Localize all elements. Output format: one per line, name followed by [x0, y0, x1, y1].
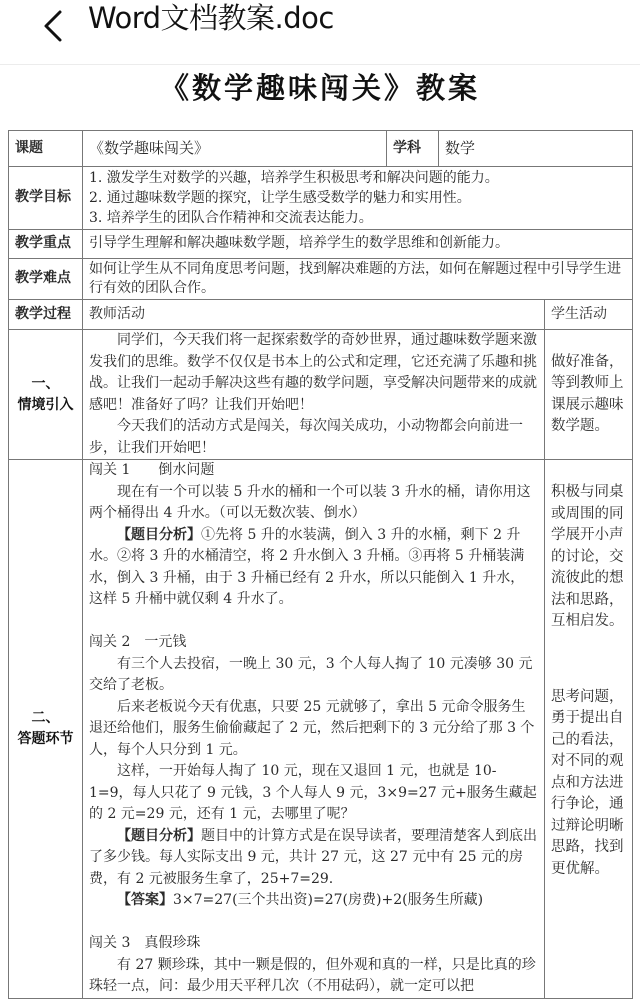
stage-1-teacher: [83, 330, 545, 460]
stage-2-label: [9, 460, 83, 999]
row-process-header: [9, 300, 633, 330]
analysis-tag: 【题目分析】: [117, 526, 201, 543]
goal-item: 2. 通过趣味数学题的探究，让学生感受数学的魅力和实用性。: [89, 190, 471, 206]
row-topic: [9, 131, 633, 167]
spacer: [89, 912, 538, 934]
row-focus: [9, 230, 633, 259]
level-2-analysis: [89, 826, 538, 891]
goal-item: 1. 激发学生对数学的兴趣，培养学生积极思考和解决问题的能力。: [89, 170, 499, 186]
goals-label: 教学目标: [9, 167, 83, 230]
level-3-heading: 闯关 3 真假珍珠: [89, 935, 201, 951]
goals-list: [83, 167, 633, 230]
process-label: 教学过程: [9, 300, 83, 330]
student-activity-header: 学生活动: [545, 300, 633, 330]
lesson-plan-table: [8, 130, 633, 999]
chevron-left-icon: [40, 8, 66, 48]
stage-2-student: [545, 460, 633, 999]
stage-2-name: 答题环节: [17, 730, 74, 747]
teacher-paragraph: 今天我们的活动方式是闯关，每次闯关成功，小动物都会向前进一步，让我们开始吧！: [89, 418, 523, 456]
spacer: [89, 611, 538, 633]
goal-item: 3. 培养学生的团队合作精神和交流表达能力。: [89, 210, 373, 226]
level-2-paragraph: 有三个人去投宿，一晚上 30 元，3 个人每人掏了 10 元凑够 30 元交给了老板。: [89, 655, 533, 693]
difficulty-label: 教学难点: [9, 259, 83, 300]
row-difficulty: [9, 259, 633, 300]
level-1-heading: 闯关 1 倒水问题: [89, 462, 215, 478]
row-stage-1: [9, 330, 633, 460]
analysis-text: 题目中的计算方式是在误导读者，要理清楚客人到底出了多少钱。每人实际支出 9 元，共计 27 元，这 27 元中有 25 元的房费，有 2 元被服务生拿了，25+7=29.: [89, 827, 537, 887]
difficulty-value: 如何让学生从不同角度思考问题，找到解决难题的方法，如何在解题过程中引导学生进行有效的团队合作。: [83, 259, 633, 300]
level-1-analysis: [89, 525, 538, 611]
app-bar: [0, 0, 640, 65]
stage-1-name: 情境引入: [17, 396, 74, 413]
subject-value: 数学: [439, 131, 633, 167]
focus-label: 教学重点: [9, 230, 83, 259]
topic-label: 课题: [9, 131, 83, 167]
stage-1-student: 做好准备，等到教师上课展示趣味数学题。: [545, 330, 633, 460]
student-activity-2: 思考问题，勇于提出自己的看法，对不同的观点和方法进行争论，通过辩论明晰思路，找到更优解。: [551, 688, 624, 877]
file-name-title: Word文档教案.doc: [88, 1, 334, 35]
level-2-paragraph: 这样，一开始每人掏了 10 元，现在又退回 1 元，也就是 10-1=9，每人只花了 9 元钱，3 个人每人 9 元，3×9=27 元+服务生藏起的 2 元=29 元，还有 1 元，去哪里了呢？: [89, 763, 537, 822]
analysis-tag: 【题目分析】: [117, 827, 201, 844]
subject-label: 学科: [387, 131, 439, 167]
stage-1-number: 一、: [31, 375, 60, 392]
document-title: 《数学趣味闯关》教案: [159, 71, 480, 105]
teacher-activity-header: 教师活动: [83, 300, 545, 330]
level-1-question: 现在有一个可以装 5 升水的桶和一个可以装 3 升水的桶，请你用这两个桶得出 4 升水。（可以无数次装、倒水）: [89, 483, 531, 521]
teacher-paragraph: 同学们，今天我们将一起探索数学的奇妙世界，通过趣味数学题来激发我们的思维。数学不仅仅是书本上的公式和定理，它还充满了乐趣和挑战。让我们一起动手解决这些有趣的数学问题，享受解决问题带来的成就感吧！准备好了吗？让我们开始吧！: [89, 332, 537, 413]
back-button[interactable]: [40, 8, 66, 48]
level-3-question: 有 27 颗珍珠，其中一颗是假的，但外观和真的一样，只是比真的珍珠轻一点，问：最少用天平秤几次（不用砝码），就一定可以把: [89, 956, 536, 994]
answer-text: 3×7=27(三个共出资)=27(房费)+2(服务生所藏): [173, 892, 484, 908]
level-2-answer: [89, 890, 538, 912]
row-goals: [9, 167, 633, 230]
answer-tag: 【答案】: [117, 892, 173, 908]
student-activity-1: 积极与同桌或周围的同学展开小声的讨论，交流彼此的想法和思路，互相启发。: [551, 484, 624, 629]
stage-1-label: [9, 330, 83, 460]
analysis-text: ①先将 5 升的水装满，倒入 3 升的水桶，剩下 2 升水。②将 3 升的水桶清空，将 2 升水倒入 3 升桶。③再将 5 升桶装满水，倒入 3 升桶，由于 3 升桶已经有 2 升水，所以只能倒入 1 升水，这样 5 升桶中就仅剩 4 升水了。: [89, 526, 525, 607]
level-2-paragraph: 后来老板说今天有优惠，只要 25 元就够了，拿出 5 元命令服务生退还给他们，服务生偷偷藏起了 2 元，然后把剩下的 3 元分给了那 3 个人，每个人只分到 1 元。: [89, 698, 535, 758]
focus-value: 引导学生理解和解决趣味数学题，培养学生的数学思维和创新能力。: [83, 230, 633, 259]
topic-value: 《数学趣味闯关》: [83, 131, 387, 167]
level-2-heading: 闯关 2 一元钱: [89, 634, 187, 650]
stage-2-teacher: [83, 460, 545, 999]
stage-2-number: 二、: [31, 709, 60, 726]
row-stage-2: [9, 460, 633, 999]
